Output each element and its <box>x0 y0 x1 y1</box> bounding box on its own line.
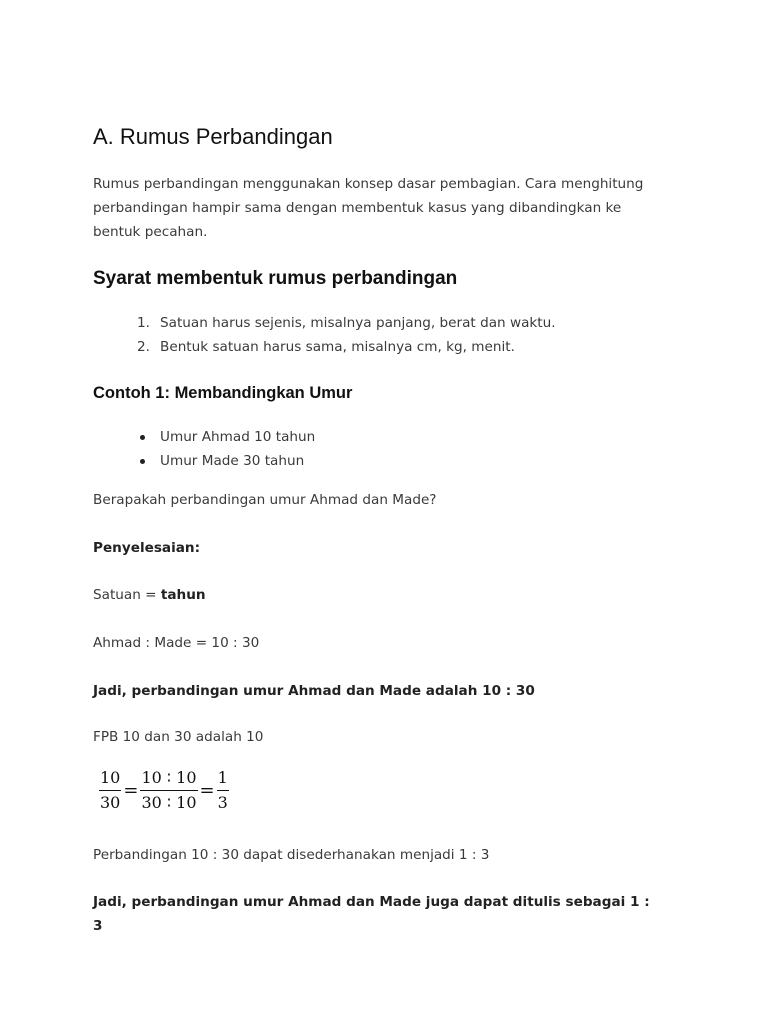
penyelesaian-label: Penyelesaian: <box>93 540 201 556</box>
fraction-1 <box>99 768 121 813</box>
equals-sign: = <box>123 780 139 801</box>
syarat-item-2: Bentuk satuan harus sama, misalnya cm, kg, menit. <box>160 339 515 355</box>
main-heading: A. Rumus Perbandingan <box>93 124 333 149</box>
bullet-marker <box>140 435 145 440</box>
fraction-3-numerator: 1 <box>217 768 228 787</box>
syarat-item-1: Satuan harus sejenis, misalnya panjang, berat dan waktu. <box>160 315 556 331</box>
conclusion-1: Jadi, perbandingan umur Ahmad dan Made adalah 10 : 30 <box>93 683 535 699</box>
intro-line-2: perbandingan hampir sama dengan membentuk kasus yang dibandingkan ke <box>93 200 622 216</box>
contoh-item-1: Umur Ahmad 10 tahun <box>160 429 316 445</box>
syarat-item-1-marker: 1. <box>137 315 150 331</box>
intro-line-1: Rumus perbandingan menggunakan konsep dasar pembagian. Cara menghitung <box>93 176 644 192</box>
ratio-line: Ahmad : Made = 10 : 30 <box>93 635 260 651</box>
conclusion-2-line-1: Jadi, perbandingan umur Ahmad dan Made juga dapat ditulis sebagai 1 : <box>93 894 650 910</box>
fraction-3 <box>217 768 229 813</box>
intro-line-3: bentuk pecahan. <box>93 224 208 240</box>
fraction-equation <box>99 768 229 813</box>
fraction-1-numerator: 10 <box>100 768 121 787</box>
question-text: Berapakah perbandingan umur Ahmad dan Made? <box>93 492 437 508</box>
fraction-1-denominator: 30 <box>99 790 121 813</box>
conclusion-2-line-2: 3 <box>93 918 103 934</box>
contoh-heading: Contoh 1: Membandingkan Umur <box>93 384 353 402</box>
syarat-item-2-marker: 2. <box>137 339 150 355</box>
simplify-line: Perbandingan 10 : 30 dapat disederhanakan menjadi 1 : 3 <box>93 847 490 863</box>
equals-sign: = <box>199 780 215 801</box>
fraction-3-denominator: 3 <box>217 790 229 813</box>
bullet-marker <box>140 459 145 464</box>
satuan-line <box>93 583 206 607</box>
fraction-2-numerator: 10 ∶ 10 <box>141 768 197 787</box>
fraction-2-denominator: 30 ∶ 10 <box>140 790 197 813</box>
fraction-2 <box>140 768 197 813</box>
satuan-value: tahun <box>160 587 206 603</box>
contoh-item-2: Umur Made 30 tahun <box>160 453 305 469</box>
satuan-label: Satuan = <box>93 587 161 603</box>
syarat-heading: Syarat membentuk rumus perbandingan <box>93 268 458 289</box>
fpb-line: FPB 10 dan 30 adalah 10 <box>93 729 264 745</box>
